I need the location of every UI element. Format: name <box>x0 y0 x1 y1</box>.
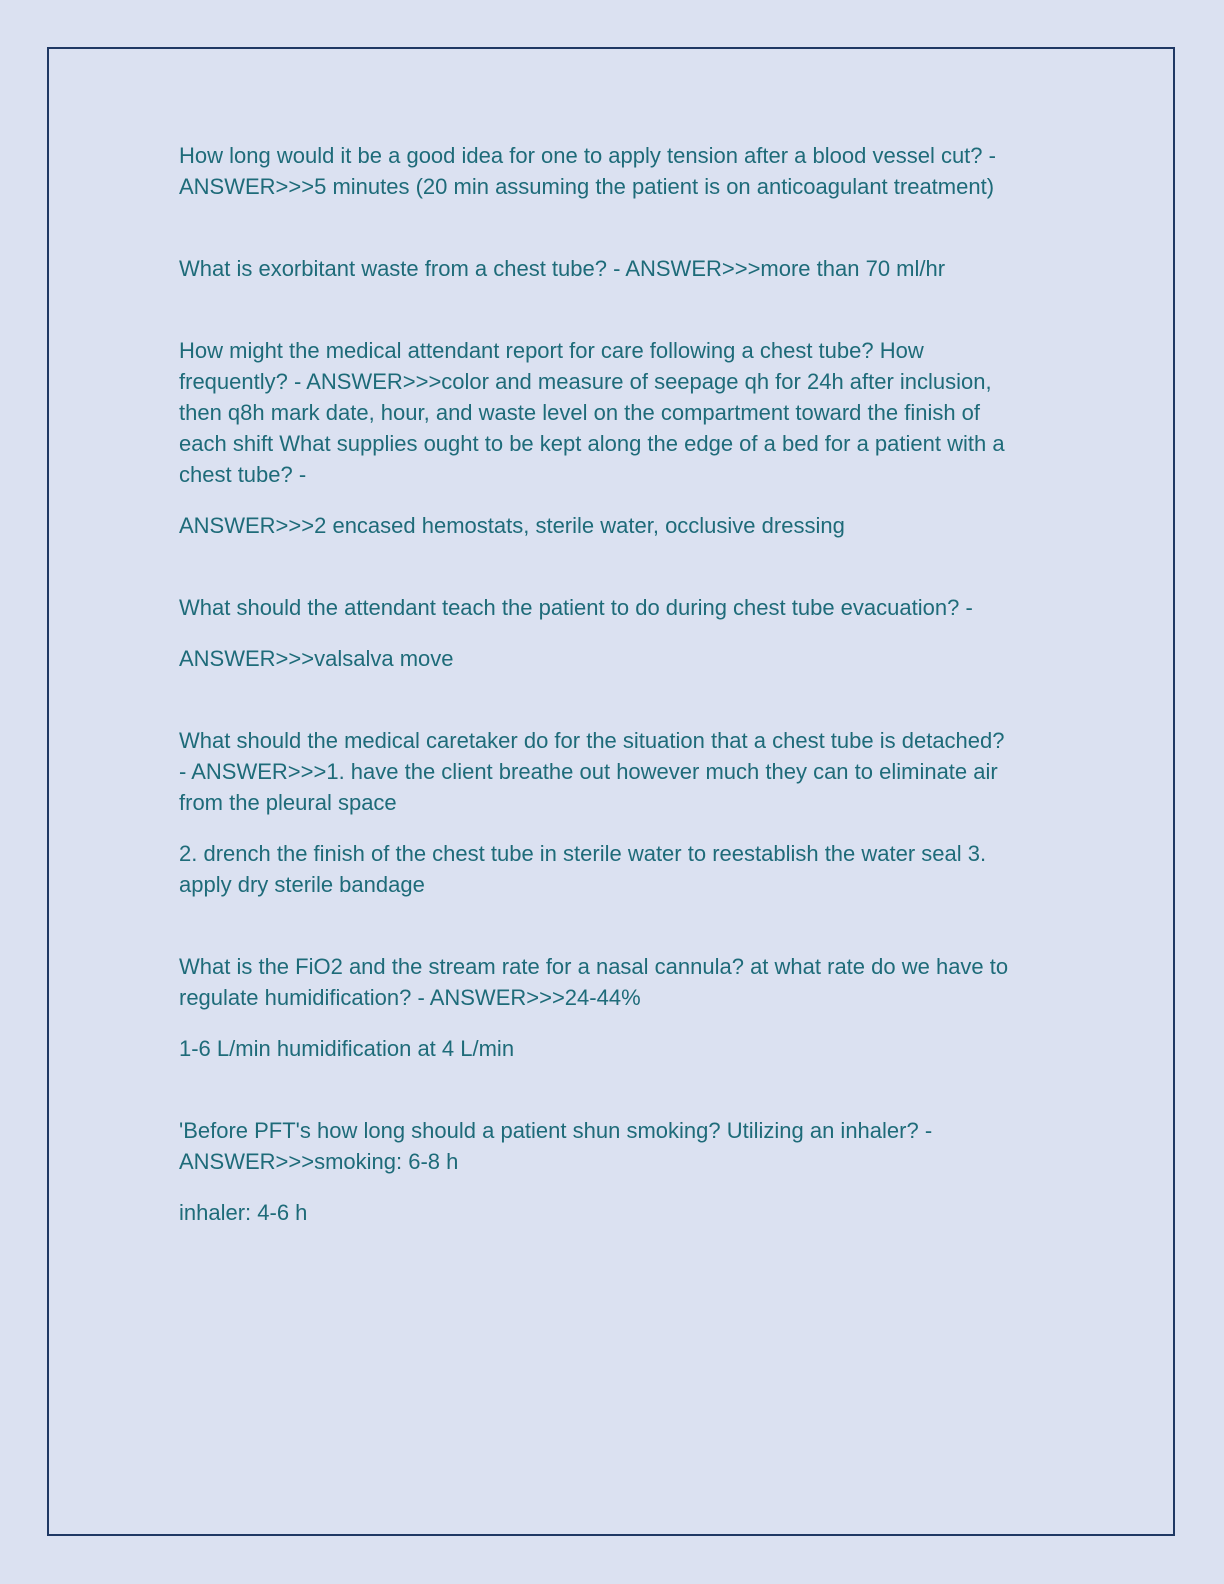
paragraph-question-7: 'Before PFT's how long should a patient shun smoking? Utilizing an inhaler? - ANSWER>>>smoking: 6-8 h <box>179 1118 933 1174</box>
paragraph-question-6: What is the FiO2 and the stream rate for a nasal cannula? at what rate do we have to regulate humidification? - ANSWER>>>24-44% <box>179 954 1009 1010</box>
paragraph-answer-4: ANSWER>>>valsalva move <box>179 646 454 671</box>
paragraph-question-3: How might the medical attendant report for care following a chest tube? How frequently? - ANSWER>>>color and measure of seepage qh for 24h after inclusion, then q8h mark date, hour, and waste level on the compartment toward the finish of each shift What supplies ought to be kept along the edge of a bed for a patient with a chest tube? - <box>179 338 1005 487</box>
paragraph-question-1: How long would it be a good idea for one to apply tension after a blood vessel cut? - ANSWER>>>5 minutes (20 min assuming the patient is on anticoagulant treatment) <box>179 143 996 199</box>
paragraph-answer-5-cont: 2. drench the finish of the chest tube in sterile water to reestablish the water seal 3. apply dry sterile bandage <box>179 841 987 897</box>
paragraph-answer-7-cont: inhaler: 4-6 h <box>179 1200 308 1225</box>
paragraph-question-5: What should the medical caretaker do for the situation that a chest tube is detached? - ANSWER>>>1. have the client breathe out however much they can to eliminate air from the pleural space <box>179 728 1005 815</box>
paragraph-question-2: What is exorbitant waste from a chest tube? - ANSWER>>>more than 70 ml/hr <box>179 256 946 281</box>
paragraph-question-4: What should the attendant teach the patient to do during chest tube evacuation? - <box>179 595 973 620</box>
document-body <box>179 140 1011 1248</box>
paragraph-answer-6-cont: 1-6 L/min humidification at 4 L/min <box>179 1036 515 1061</box>
paragraph-answer-3: ANSWER>>>2 encased hemostats, sterile water, occlusive dressing <box>179 513 845 538</box>
